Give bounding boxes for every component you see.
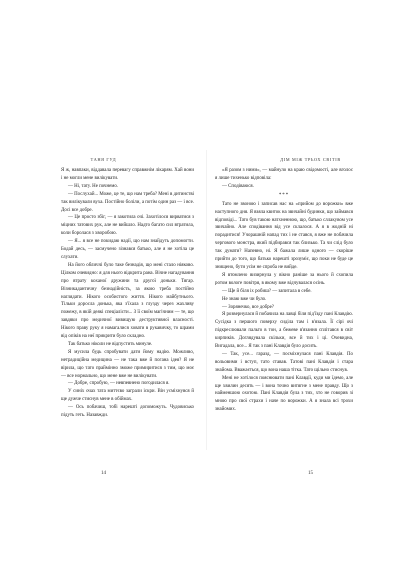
paragraph: Так батько ніколи не відпустить минуле. xyxy=(68,341,153,347)
paragraph: Тато не звоною і записав нас на «прийом до ворожки» вже наступного дня. Я взяла квиток на звичайні будинки, що займався відповіді... Тато був такою натхненною, що, батько сллакувом усе звичайно. Але сподівання від усе склалося. А я в жодній ні порадитися! Учорашній напад тих і не стався, я вже не побачила чергового монстра, який підбирався так близько. Та чи слід було так думати? Напевно, ні. Я бажала лише одного — скоріше прийти до того, що батько нарешті зрозуміє, що поки не буде це знищено, бути усім не спроба не вийде. xyxy=(215,201,353,270)
paragraph: Я розвернулася й побачила на лавці біля під'їзду пані Клавдію. Сусідка з першого поверху сиділа там і в'язала. Її сірі очі підкреслювали пальто в тон, а бежеве в'язання сплітався в світ кирпиків. Доглядувала скільки, все й тих і ці. Очевидна, Вигадала, все... Я так з пані Клавдія було досить. xyxy=(215,312,353,350)
left-page-number: 14 xyxy=(101,471,106,476)
paragraph: — Так, усе... гаразд, — посміхнулася пані Клавдія. По вольовими і вступ, тато ставав. Татові пані Клавдія і стара знайома. Вважається, що вона наша тітка. Тато щільно стиснув. xyxy=(215,351,353,373)
paragraph: На його обличчі було таке безнадія, що мені стало ніяково. Цілком очевидно: я для нього відкрита рана. Вічне нагадування про втрату коханої дружини та другої доньки. Тягар. Візникадантичну безнадійність, за якою треба постійно наглядати. Нікого особистого життя. Нікого майбутнього. Тільки доросла донька, яка з'їхала з глузду через жахливу пожежу, в якій деякі спеціалісти... З її своїм магічним — те, що завдяки про медичної вивищую деструктивної власності. Нікого праву руку я намагалися ховати в рукавичку, то шрами від опіків на неї прикрити було складно. xyxy=(61,262,194,340)
paragraph: Не знаю вже чи було. xyxy=(222,296,267,302)
paragraph: — Ще й біля іх робиш? — запитала в себе. xyxy=(222,288,312,294)
right-page xyxy=(207,0,414,576)
paragraph: — Добре, спробую, — невпевнено погодилася я. xyxy=(68,381,170,387)
paragraph: Я втомлено визирнула у вікно раніше за нього й схопила ротом вологе повітря, в якому вже відчувалася осінь. xyxy=(215,272,353,286)
paragraph: — Послухай... Може, це те, що нам треба? Мені в дитинстві так вилікували вуха. Постійно боліли, а потім один раз — і все. Досі все добре. xyxy=(61,191,194,213)
paragraph: — Я... я все не покидаю надії, що нам знайдуть допомогти. Бодай десь, — засмучено зізнався батько, але я не хотіла це слухати. xyxy=(61,239,194,260)
left-page-text xyxy=(61,167,194,420)
paragraph: Я ж, навпаки, віддавала перевагу справжнім лікарям. Хай вони і не могли мене вилікувати. xyxy=(61,168,194,181)
paragraph: — Ось побачиш, тобі нарешті допоможуть. Чудовисько підуть геть. Назавжди. xyxy=(61,405,194,419)
paragraph: У синіх очах тата миттєво заграли іскри. Він усміхнувся й ще дужче стиснув мене в обіймах. xyxy=(61,389,194,403)
paragraph: «Я разом з ними», — майнуло на краю свідомості, але вголос я лише тихенько відповіла: xyxy=(215,168,353,181)
right-page-text xyxy=(215,167,353,414)
left-running-header: ТАНЯ ГУД xyxy=(90,157,117,162)
paragraph: Я мусила будь спробувати дати йому надію. Можливо, нетрадиційна медицина — не така вже й погана ідея? Я не вірила, що тато праймінно зможе примиритися з тим, що моє — все нормально, що мене вже не вилікувати. xyxy=(61,349,194,379)
section-break: *** xyxy=(278,192,290,198)
paragraph: — Це просто збіг, — я закотила очі. Захотілося вирватися з міцних татових рук, але не вийшло. Надто багато сил втратила, коли боролася з хворобою. xyxy=(61,215,194,237)
paragraph: Мені не хотілося пояснювати пані Клавдії, куди ми їдемо, але ще хвилин десять — і вона точно витягне з мене правду. Що з найменшою охотою. Пані Клавдія була з тих, хто не говорив зі мною про свої страхи і наче по ворожки. А я знала всі трохи знайомих. xyxy=(215,375,353,413)
paragraph: — Ні, тату. Не почнемо. xyxy=(68,183,119,189)
paragraph: — Зорянечко, все добре? xyxy=(222,304,274,310)
right-running-header: ДІМ МІЖ ТРЬОХ СВІТІВ xyxy=(280,157,341,162)
paragraph: — Сподіваюся. xyxy=(222,183,254,189)
right-page-number: 15 xyxy=(308,471,313,476)
